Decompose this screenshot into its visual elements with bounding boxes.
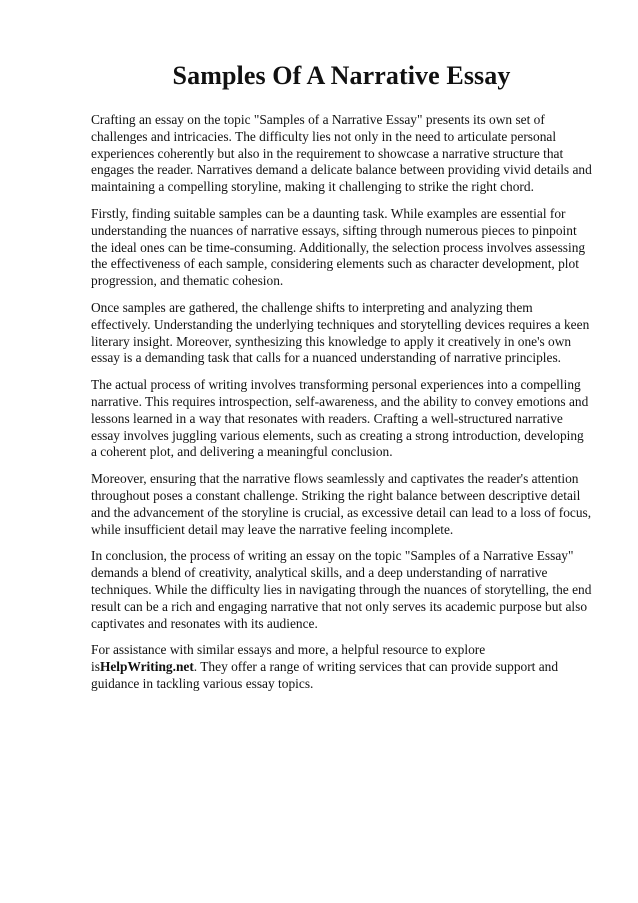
closing-text-after-brand: . They offer a range of writing services that can provide support and guidance in tackling various essay topics.	[91, 659, 559, 691]
paragraph-intro: Crafting an essay on the topic "Samples of a Narrative Essay" presents its own set of challenges and intricacies. The difficulty lies not only in the need to articulate personal experiences coherently but also in the requirement to showcase a narrative structure that engages the reader. Narratives demand a delicate balance between providing vivid details and maintaining a compelling storyline, making it challenging to strike the right chord.	[91, 112, 592, 195]
paragraph-finding-samples: Firstly, finding suitable samples can be a daunting task. While examples are essential for understanding the nuances of narrative essays, sifting through numerous pieces to pinpoint the ideal ones can be time-consuming. Additionally, the selection process involves assessing the effectiveness of each sample, considering elements such as character development, plot progression, and thematic cohesion.	[91, 205, 586, 289]
paragraph-closing	[91, 642, 592, 692]
paragraph-conclusion: In conclusion, the process of writing an essay on the topic "Samples of a Narrative Essay" demands a blend of creativity, analytical skills, and a deep understanding of narrative techniques. While the difficulty lies in navigating through the nuances of storytelling, the end result can be a rich and engaging narrative that not only serves its academic purpose but also captivates and resonates with its audience.	[91, 548, 592, 631]
document-title: Samples Of A Narrative Essay	[172, 61, 511, 90]
paragraph-analyzing-samples: Once samples are gathered, the challenge shifts to interpreting and analyzing them effectively. Understanding the underlying techniques and storytelling devices requires a keen literary insight. Moreover, synthesizing this knowledge to apply it creatively in one's own essay is a demanding task that calls for a nuanced understanding of narrative principles.	[91, 299, 590, 366]
brand-name: HelpWriting.net	[99, 659, 194, 675]
paragraph-narrative-flow: Moreover, ensuring that the narrative flows seamlessly and captivates the reader's attention throughout poses a constant challenge. Striking the right balance between descriptive detail and the advancement of the storyline is crucial, as excessive detail can lead to a loss of focus, while insufficient detail may leave the narrative feeling incomplete.	[91, 471, 592, 537]
paragraph-writing-process: The actual process of writing involves transforming personal experiences into a compelling narrative. This requires introspection, self-awareness, and the ability to convey emotions and lessons learned in a way that resonates with readers. Crafting a well-structured narrative essay involves juggling various elements, such as creating a strong introduction, developing a coherent plot, and delivering a meaningful conclusion.	[91, 377, 589, 460]
closing-text-before-brand: For assistance with similar essays and more, a helpful resource to explore is	[91, 642, 486, 675]
